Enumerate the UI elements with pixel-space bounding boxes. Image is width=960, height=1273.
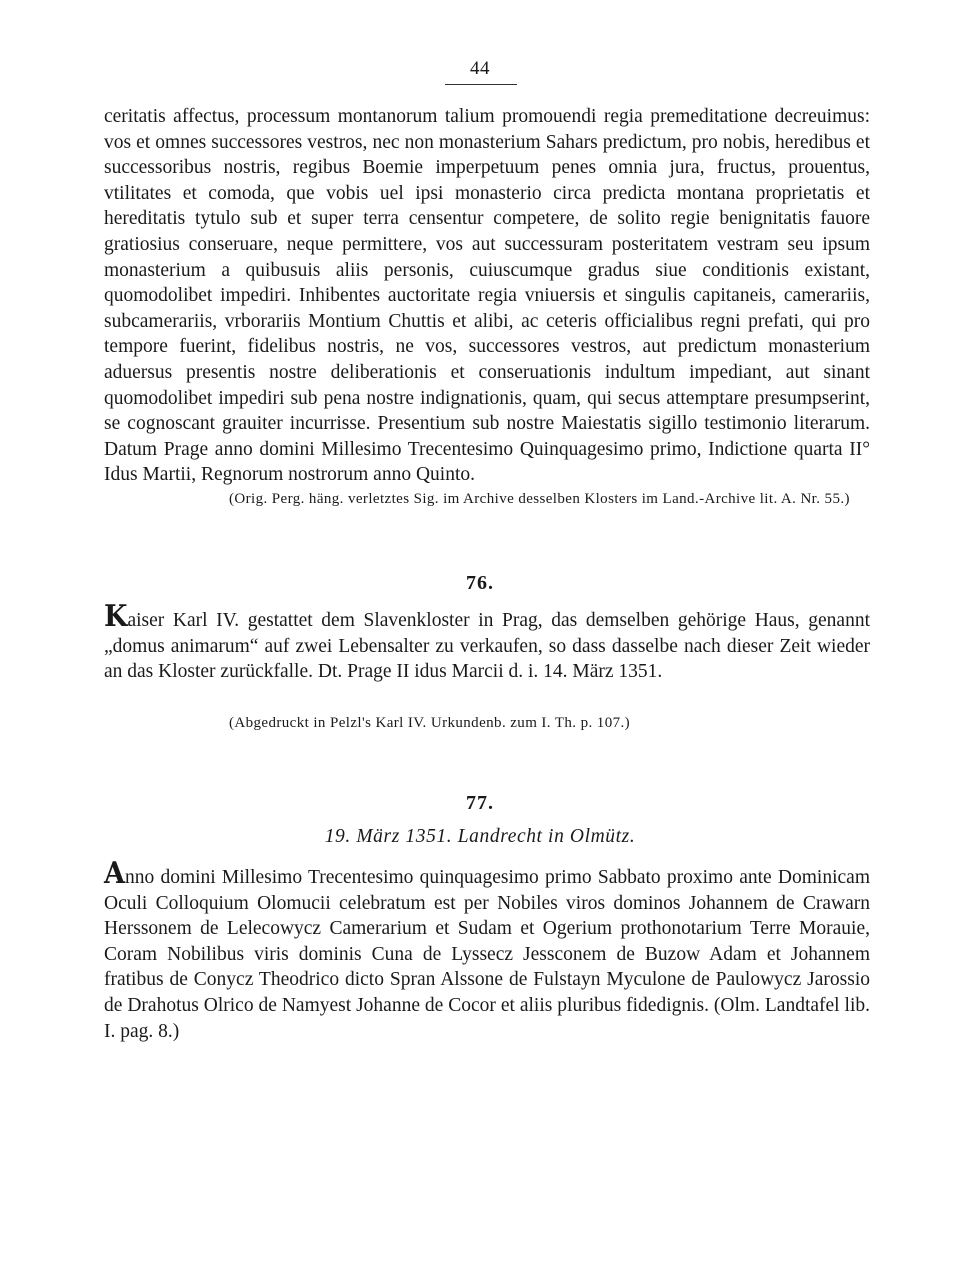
document-number-77: 77. <box>466 792 494 814</box>
page-number-rule <box>445 84 517 85</box>
doc76-initial: K <box>104 599 128 634</box>
doc76-text: aiser Karl IV. gestattet dem Slavenkloster in Prag, das demselben gehörige Haus, genannt „domus animarum“ auf zwei Lebensalter zu verkaufen, so dass dasselbe nach dieser Zeit wieder an das Kloster zurückfalle. Dt. Prage II idus Marcii d. i. 14. März 1351. <box>104 610 870 683</box>
doc77-block <box>104 856 870 1044</box>
continuation-source-block <box>229 489 869 510</box>
doc76-paragraph <box>104 599 870 685</box>
document-number-76: 76. <box>466 572 494 594</box>
doc77-paragraph <box>104 856 870 1044</box>
doc76-source-note: (Abgedruckt in Pelzl's Karl IV. Urkundenb. zum I. Th. p. 107.) <box>229 715 631 731</box>
page-number: 44 <box>470 58 490 79</box>
doc77-initial: A <box>104 856 125 891</box>
doc77-heading: 19. März 1351. Landrecht in Olmütz. <box>324 826 636 847</box>
continuation-block <box>104 104 870 488</box>
continuation-source-note: (Orig. Perg. häng. verletztes Sig. im Archive desselben Klosters im Land.-Archive lit. A. Nr. 55.) <box>229 491 850 507</box>
doc77-text: nno domini Millesimo Trecentesimo quinquagesimo primo Sabbato proximo ante Dominicam Oculi Colloquium Olomucii celebratum est per Nobiles viros dominos Johannem de Crawarn Herssonem de Lelecowycz Camerarium et Sudam et Ogerium prothonotarium Terre Morauie, Coram Nobilibus viris dominis Cuna de Lyssecz Jessconem de Buzow Adam et Johannem fratibus de Conycz Theodrico dicto Spran Alssone de Fulstayn Myculone de Paulowycz Jarossio de Drahotus Olrico de Namyest Johanne de Cocor et aliis pluribus fidedignis. (Olm. Landtafel lib. I. pag. 8.) <box>104 867 870 1042</box>
continuation-paragraph: ceritatis affectus, processum montanorum talium promouendi regia premeditatione decreuimus: vos et omnes successores vestros, nec non monasterium Sahars predictum, pro nobis, heredibus et successoribus nostris, regibus Boemie imperpetuum penes omnia jura, fructus, prouentus, vtilitates et comoda, que vobis uel ipsi monasterio circa predicta montana proprietatis et hereditatis tytulo sub et super terra censentur competere, de solito regie benignitatis fauore gratiosius conseruare, neque permittere, vos aut successuram posteritatem vestram seu ipsum monasterium a quibusuis aliis personis, cuiuscumque gradus siue conditionis existant, quomodolibet impediri. Inhibentes auctoritate regia vniuersis et singulis capitaneis, camerariis, subcamerariis, vrborariis Montium Chuttis et alibi, ac ceteris officialibus regni prefati, qui pro tempore fuerint, fidelibus nostris, ne vos, successores vestros, aut predictum monasterium aduersus presentis nostre deliberationis et conseruationis indultum impediant, aut sinant quomodolibet impediri sub pena nostre indignationis, quam, qui secus attemptare presumpserint, se cognoscant grauiter incurrisse. Presentium sub nostre Maiestatis sigillo testimonio literarum. Datum Prage anno domini Millesimo Trecentesimo Quinquagesimo primo, Indictione quarta II° Idus Martii, Regnorum nostrorum anno Quinto. <box>104 106 870 486</box>
doc76-source-block <box>229 713 869 734</box>
doc76-block <box>104 599 870 685</box>
